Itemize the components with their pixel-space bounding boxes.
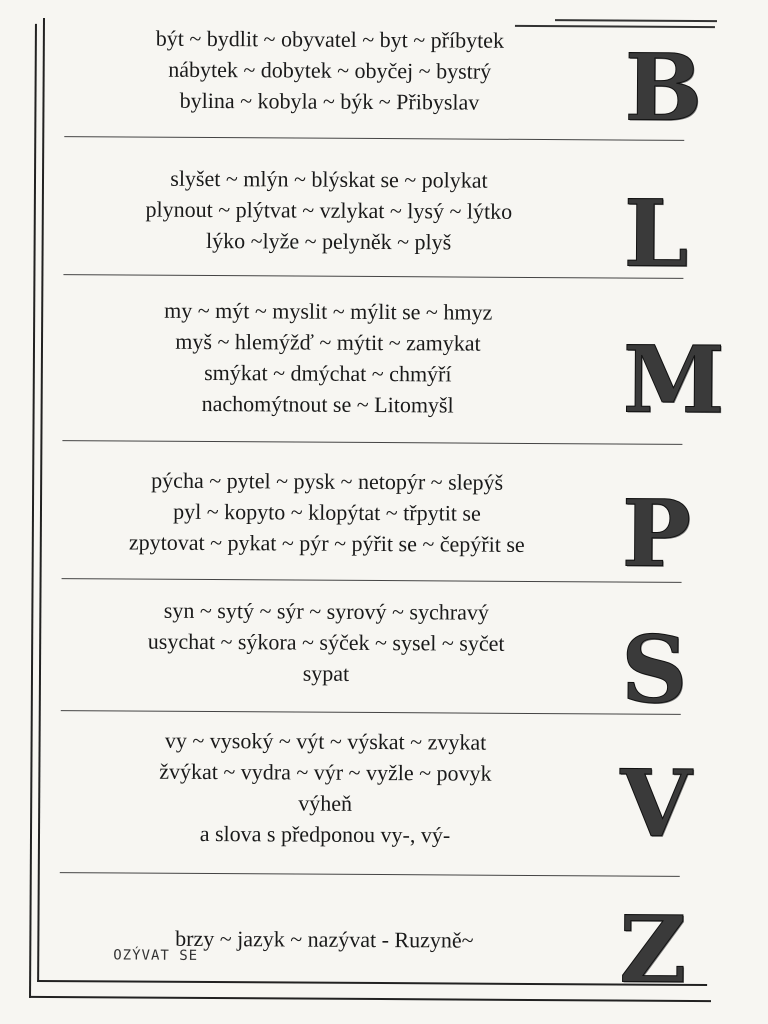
word-line: syn ~ sytý ~ sýr ~ syrový ~ sychravý (163, 597, 489, 625)
word-line: žvýkat ~ vydra ~ výr ~ vyžle ~ povyk (159, 758, 492, 786)
section-z (59, 878, 700, 1004)
word-line: a slova s předponou vy-, vý- (199, 820, 451, 848)
word-line: slyšet ~ mlýn ~ blýskat se ~ polykat (170, 165, 488, 193)
word-line: výheň (298, 790, 353, 816)
section-s (61, 584, 702, 724)
word-line: usychat ~ sýkora ~ sýček ~ sysel ~ syčet (147, 628, 505, 656)
section-letter-s: S (620, 615, 688, 724)
section-v (60, 714, 701, 876)
word-lines-s (61, 594, 592, 690)
word-line: brzy ~ jazyk ~ nazývat - Ruzyně~ (175, 925, 474, 953)
word-line: smýkat ~ dmýchat ~ chmýří (204, 359, 452, 387)
word-line: nachomýtnout se ~ Litomyšl (201, 390, 454, 418)
word-line: myš ~ hlemýžď ~ mýtit ~ zamykat (175, 328, 481, 356)
word-lines-l (64, 162, 595, 258)
word-line: lýko ~lyže ~ pelyněk ~ plyš (205, 227, 452, 255)
word-line: pyl ~ kopyto ~ klopýtat ~ třpytit se (173, 498, 481, 526)
section-l (63, 144, 704, 288)
section-letter-z: Z (618, 895, 687, 1004)
section-letter-l: L (623, 179, 689, 288)
word-lines-v (60, 724, 591, 851)
word-line: pýcha ~ pytel ~ pysk ~ netopýr ~ slepýš (151, 467, 504, 495)
word-lines-p (62, 464, 593, 560)
section-letter-v: V (619, 749, 692, 858)
word-line: vy ~ vysoký ~ výt ~ výskat ~ zvykat (164, 727, 487, 755)
section-b (64, 18, 705, 140)
word-line: sypat (302, 660, 350, 686)
word-line: být ~ bydlit ~ obyvatel ~ byt ~ příbytek (155, 25, 505, 53)
handwritten-note: OZÝVAT SE (113, 947, 199, 964)
word-line: zpytovat ~ pykat ~ pýr ~ pýřit se ~ čepýřit se (128, 529, 525, 557)
section-m (62, 280, 725, 444)
word-line: my ~ mýt ~ myslit ~ mýlit se ~ hmyz (164, 297, 493, 325)
word-line: bylina ~ kobyla ~ býk ~ Přibyslav (179, 87, 480, 115)
word-lines-m (63, 294, 594, 421)
vyjmenovana-slova-sheet (29, 12, 725, 1008)
word-lines-b (64, 22, 595, 118)
section-letter-b: B (624, 33, 703, 142)
section-p (62, 446, 703, 588)
section-letter-p: P (621, 479, 692, 588)
word-line: nábytek ~ dobytek ~ obyčej ~ bystrý (168, 56, 492, 84)
word-line: plynout ~ plýtvat ~ vzlykat ~ lysý ~ lýtko (145, 196, 513, 224)
section-letter-m: M (622, 325, 725, 435)
